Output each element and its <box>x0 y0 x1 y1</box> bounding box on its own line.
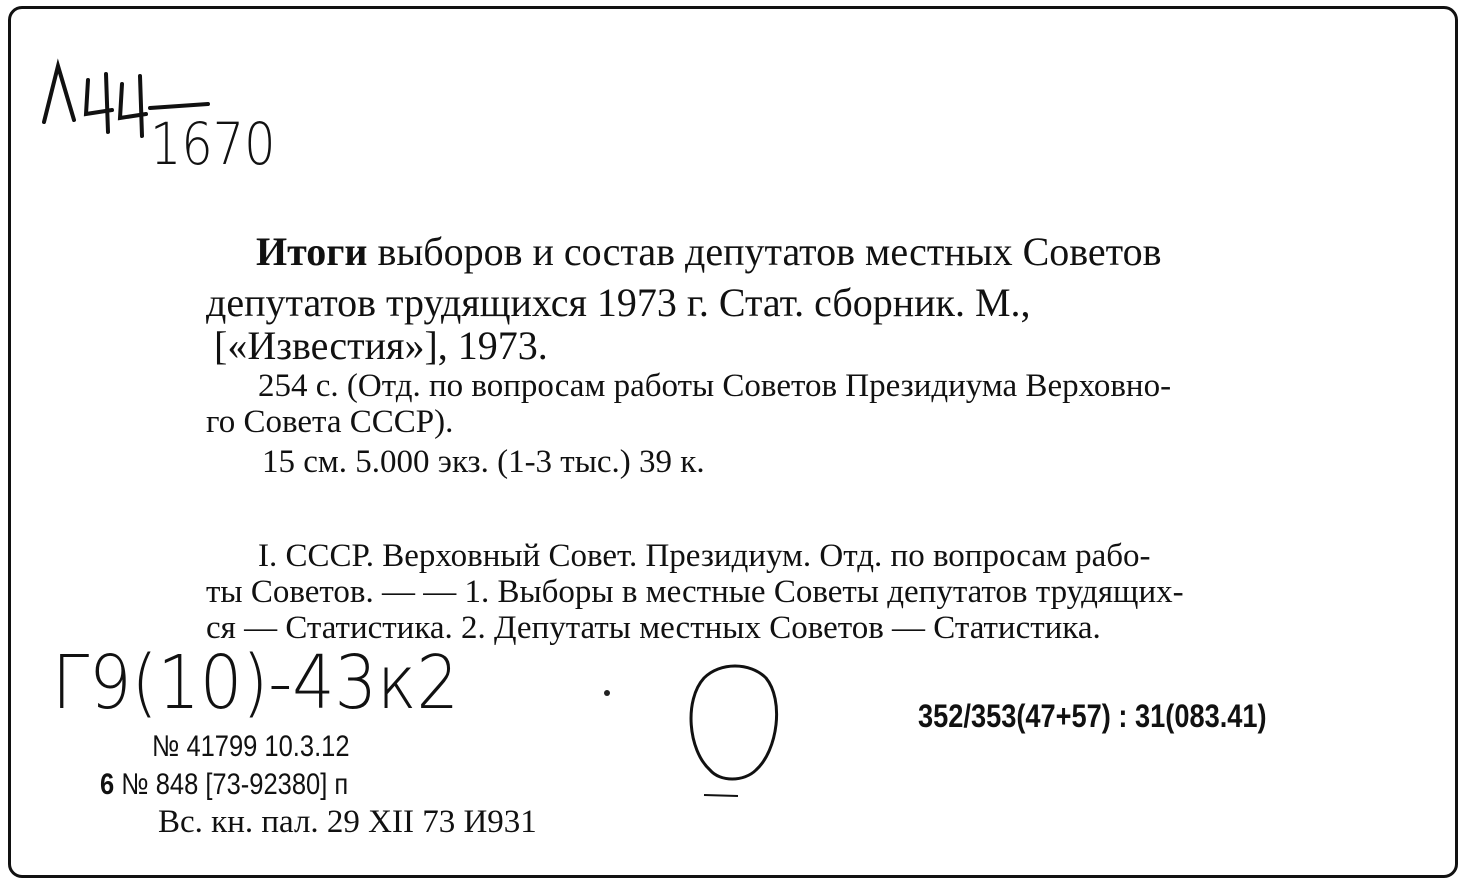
order-line <box>100 770 348 800</box>
handwritten-classification: Г9(10)-43к2 <box>52 640 459 726</box>
ink-dot <box>604 690 610 696</box>
title-line-1-text: выборов и состав депутатов местных Советов <box>377 229 1162 274</box>
order-prefix: 6 <box>100 768 115 801</box>
book-chamber-line: Вс. кн. пал. 29 XII 73 И931 <box>158 804 537 840</box>
title-line-2: депутатов трудящихся 1973 г. Стат. сборник. М., <box>206 280 1031 325</box>
title-heading-word: Итоги <box>256 229 368 274</box>
subject-line-3: ся — Статистика. 2. Депутаты местных Советов — Статистика. <box>206 610 1101 646</box>
udc-number: 352/353(47+57) : 31(083.41) <box>918 698 1267 734</box>
collation-line-1: 254 с. (Отд. по вопросам работы Советов Президиума Верховно- <box>258 368 1172 404</box>
shelfmark-top-text <box>40 50 42 51</box>
physical-description: 15 см. 5.000 экз. (1-3 тыс.) 39 к. <box>262 444 705 480</box>
shelfmark-bottom-text: 1670 <box>150 110 276 178</box>
record-number-line: № 41799 10.3.12 <box>152 730 350 763</box>
subject-line-1: I. СССР. Верховный Совет. Президиум. Отд. по вопросам рабо- <box>258 538 1151 574</box>
title-line-3: [«Известия»], 1973. <box>214 323 548 368</box>
collation-line-2: го Совета СССР). <box>206 404 454 440</box>
subject-line-2: ты Советов. — — 1. Выборы в местные Советы депутатов трудящих- <box>206 574 1184 610</box>
title-line-1 <box>256 229 1162 274</box>
order-text: № 848 [73-92380] п <box>121 768 349 801</box>
punch-hole-outline <box>680 660 790 800</box>
